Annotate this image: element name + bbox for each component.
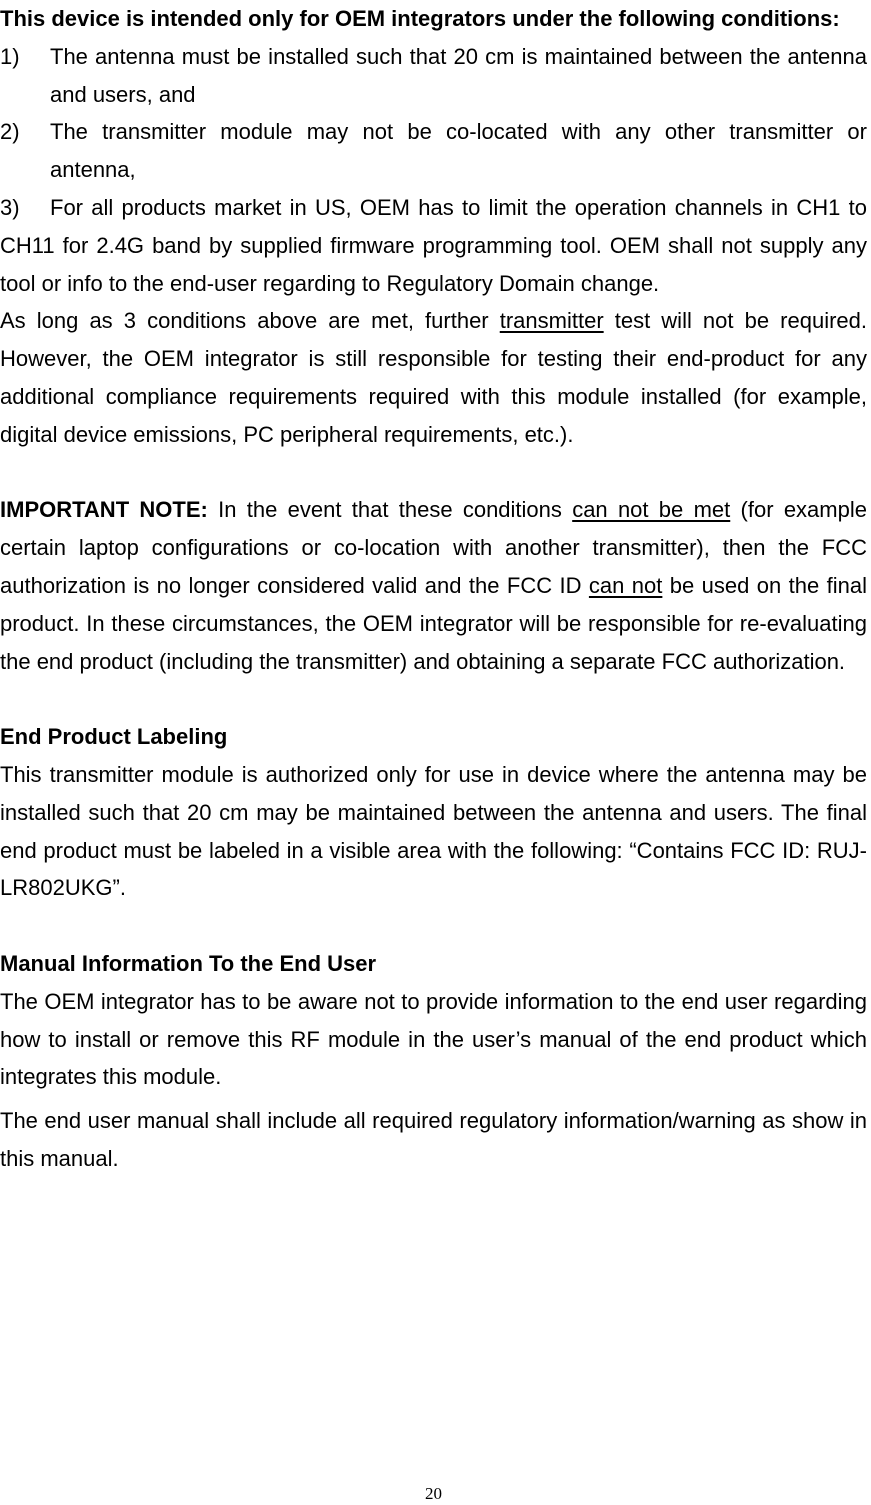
manual-info-body-2: The end user manual shall include all required regulatory information/warning as show in this manual. bbox=[0, 1108, 867, 1171]
spacer bbox=[0, 907, 867, 945]
underlined-term: transmitter bbox=[499, 308, 604, 334]
oem-conditions-heading: This device is intended only for OEM integrators under the following conditions: bbox=[0, 6, 840, 31]
condition-item-2 bbox=[0, 113, 867, 189]
spacer bbox=[0, 680, 867, 718]
spacer bbox=[0, 454, 867, 492]
paragraph-text: be used on the final product. In these circumstances, the OEM integrator will be responsible for re-evaluating the end product (including the transmitter) and obtaining a separate FCC authorization. bbox=[0, 572, 867, 674]
end-product-labeling-heading: End Product Labeling bbox=[0, 724, 228, 750]
condition-number: 3) bbox=[0, 194, 20, 220]
condition-item-3 bbox=[0, 189, 867, 302]
paragraph-text: In the event that these conditions bbox=[207, 497, 573, 523]
condition-number: 1) bbox=[0, 43, 20, 69]
manual-info-body: The OEM integrator has to be aware not to provide information to the end user regarding how to install or remove this RF module in the user’s manual of the end product which integrates this module. bbox=[0, 988, 867, 1090]
condition-item-1 bbox=[0, 38, 867, 114]
condition-text: The transmitter module may not be co-located with any other transmitter or antenna, bbox=[50, 119, 867, 183]
condition-number: 2) bbox=[0, 119, 20, 145]
condition-text: For all products market in US, OEM has to limit the operation channels in CH1 to CH11 for 2.4G band by supplied firmware programming tool. OEM shall not supply any tool or info to the end-user regarding to Regulatory Domain change. bbox=[0, 194, 867, 296]
important-note-paragraph bbox=[0, 491, 867, 680]
underlined-term: can not bbox=[588, 572, 663, 598]
important-note-label: IMPORTANT NOTE: bbox=[0, 497, 208, 523]
condition-text: The antenna must be installed such that 20 cm is maintained between the antenna and users, and bbox=[50, 43, 867, 107]
end-product-labeling-body: This transmitter module is authorized only for use in device where the antenna may be installed such that 20 cm may be maintained between the antenna and users. The final end product must be labeled in a visible area with the following: “Contains FCC ID: RUJ-LR802UKG”. bbox=[0, 761, 867, 901]
underlined-term: can not be met bbox=[572, 497, 731, 523]
manual-info-heading: Manual Information To the End User bbox=[0, 950, 377, 976]
paragraph-text: As long as 3 conditions above are met, further bbox=[0, 308, 500, 334]
conditions-met-paragraph bbox=[0, 302, 867, 453]
page-number: 20 bbox=[425, 1484, 442, 1503]
paragraph-text: (for example certain laptop configurations or co-location with another transmitter), then the FCC authorization is no longer considered valid and the FCC ID bbox=[0, 497, 867, 598]
paragraph-text: test will not be required. However, the OEM integrator is still responsible for testing their end-product for any additional compliance requirements required with this module installed (for example, digital device emissions, PC peripheral requirements, etc.). bbox=[0, 308, 867, 447]
